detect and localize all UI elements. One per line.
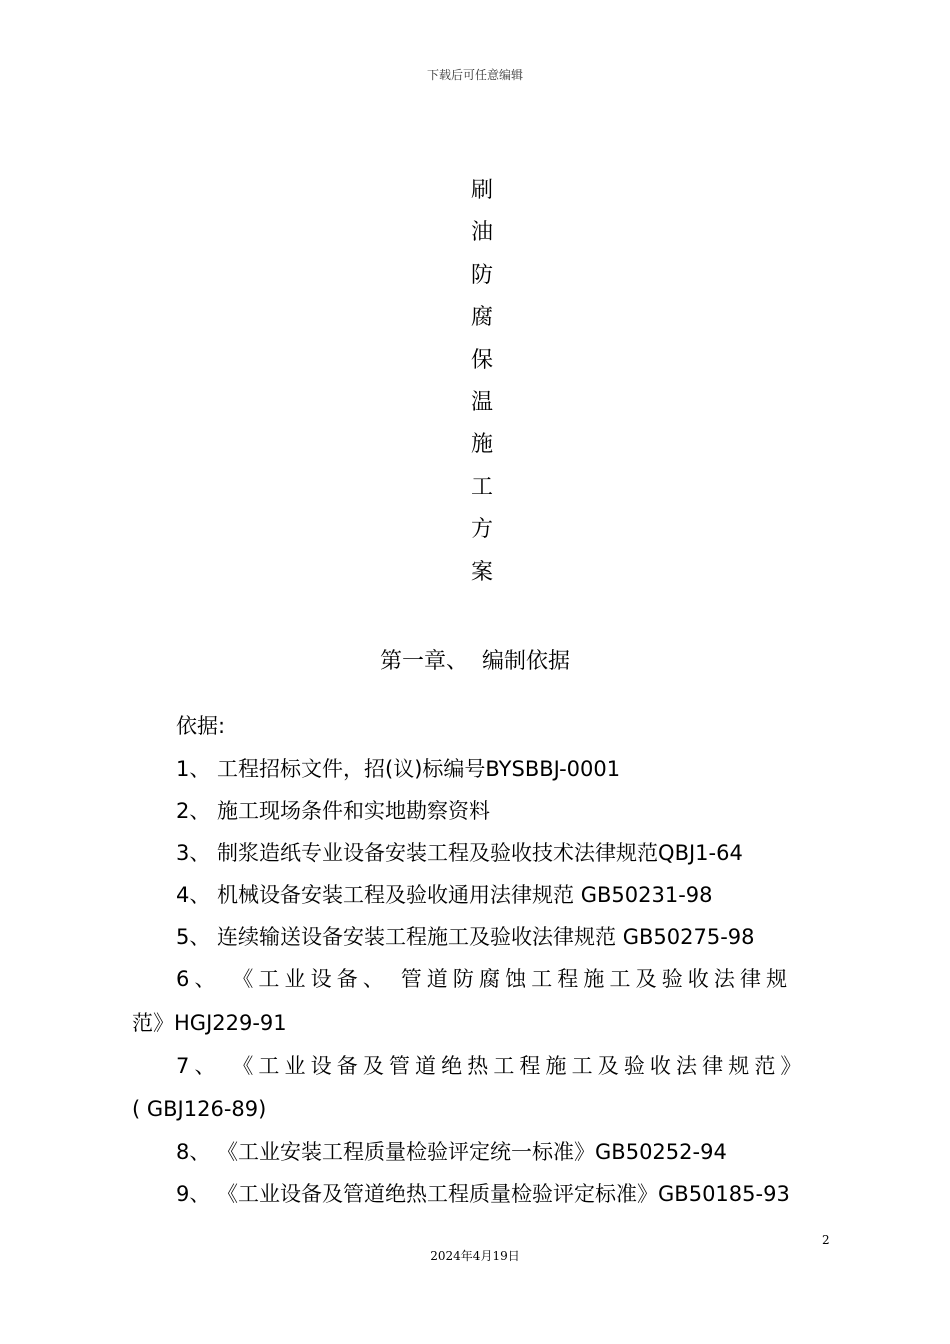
title-char: 案 [470, 559, 493, 585]
title-char: 腐 [470, 305, 493, 331]
basis-item-8: 8、 《工业安装工程质量检验评定统一标准》GB50252-94 [176, 1140, 727, 1164]
title-char: 保 [470, 347, 493, 373]
vertical-document-title [466, 170, 498, 594]
basis-item-1: 1、 工程招标文件，招(议)标编号BYSBBJ-0001 [176, 757, 621, 781]
basis-item-9: 9、 《工业设备及管道绝热工程质量检验评定标准》GB50185-93 [176, 1182, 790, 1206]
chapter-heading: 第一章、 编制依据 [380, 649, 570, 674]
title-char: 工 [470, 474, 493, 500]
title-char: 防 [470, 262, 493, 288]
basis-heading: 依据: [176, 714, 226, 738]
header-note: 下载后可任意编辑 [426, 68, 523, 82]
basis-item-3: 3、 制浆造纸专业设备安装工程及验收技术法律规范QBJ1-64 [176, 841, 743, 865]
title-char: 施 [470, 432, 493, 458]
basis-item-7-line-2: ( GBJ126-89) [132, 1097, 267, 1121]
title-char: 油 [470, 220, 493, 246]
footer-date: 2024年4月19日 [430, 1249, 520, 1263]
basis-item-6-line-1: 6、 《工业设备、 管道防腐蚀工程施工及验收法律规 [176, 967, 793, 991]
basis-item-5: 5、 连续输送设备安装工程施工及验收法律规范 GB50275-98 [176, 925, 755, 949]
title-char: 刷 [470, 178, 493, 203]
title-char: 方 [470, 517, 493, 543]
basis-item-2: 2、 施工现场条件和实地勘察资料 [176, 799, 491, 823]
basis-item-7-line-1: 7、 《工业设备及管道绝热工程施工及验收法律规范》 [176, 1054, 807, 1078]
page-number: 2 [822, 1233, 830, 1247]
basis-item-6-line-2: 范》HGJ229-91 [132, 1011, 287, 1035]
basis-item-4: 4、 机械设备安装工程及验收通用法律规范 GB50231-98 [176, 883, 713, 907]
title-char: 温 [470, 389, 493, 415]
